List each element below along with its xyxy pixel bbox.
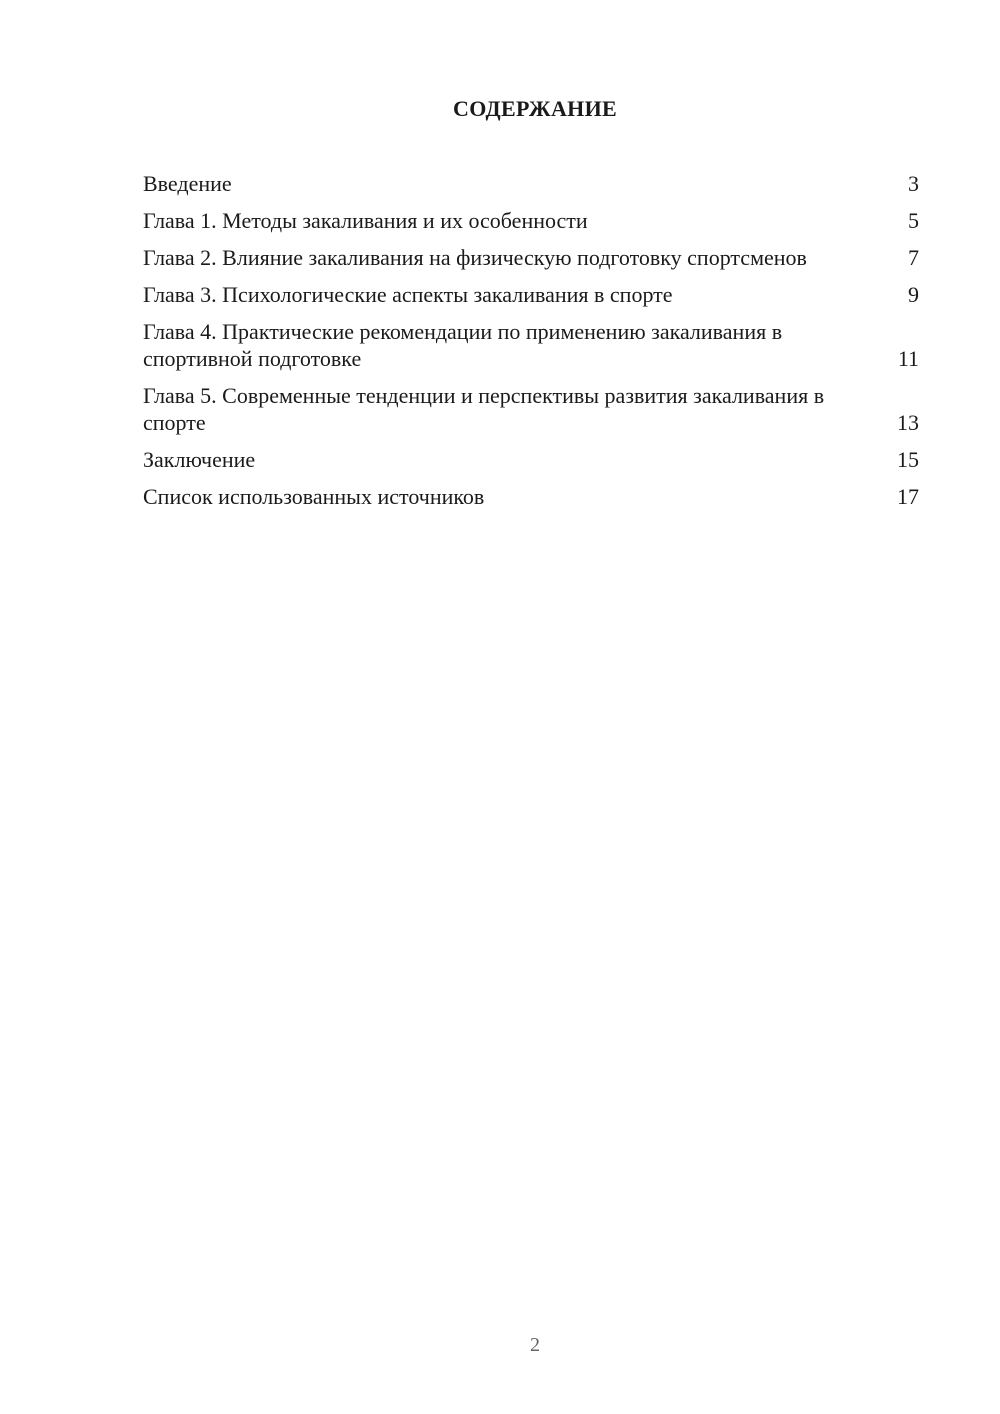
toc-entry-text: Глава 4. Практические рекомендации по применению закаливания в спортивной подготовке (143, 319, 783, 371)
toc-entry-chapter-3 (143, 281, 919, 308)
toc-entry-page: 3 (908, 171, 919, 196)
toc-entry-chapter-4 (143, 318, 919, 372)
toc-entry-references (143, 483, 919, 510)
toc-entry-page: 13 (897, 410, 919, 435)
toc-entry-page: 5 (908, 208, 919, 233)
page-title: СОДЕРЖАНИЕ (453, 96, 617, 121)
toc-entry-introduction (143, 170, 919, 197)
toc-entry-page: 7 (908, 245, 919, 270)
toc-entry-text: Глава 1. Методы закаливания и их особенности (143, 208, 588, 233)
toc-entry-text: Глава 3. Психологические аспекты закаливания в спорте (143, 282, 673, 307)
toc-entry-chapter-1 (143, 207, 919, 234)
toc-entry-page: 15 (897, 447, 919, 472)
toc-entry-text: Глава 2. Влияние закаливания на физическую подготовку спортсменов (143, 245, 807, 270)
toc-entry-text: Заключение (143, 447, 256, 472)
toc-entry-conclusion (143, 446, 919, 473)
page-number: 2 (530, 1334, 540, 1356)
toc-entry-text: Глава 5. Современные тенденции и перспективы развития закаливания в спорте (143, 383, 825, 435)
toc-entry-chapter-2 (143, 244, 919, 271)
toc-entry-chapter-5 (143, 382, 919, 436)
table-of-contents (143, 170, 919, 520)
toc-entry-page: 17 (897, 484, 919, 509)
toc-entry-page: 11 (897, 346, 919, 371)
toc-entry-text: Введение (143, 171, 232, 196)
toc-entry-page: 9 (908, 282, 919, 307)
toc-entry-text: Список использованных источников (143, 484, 485, 509)
